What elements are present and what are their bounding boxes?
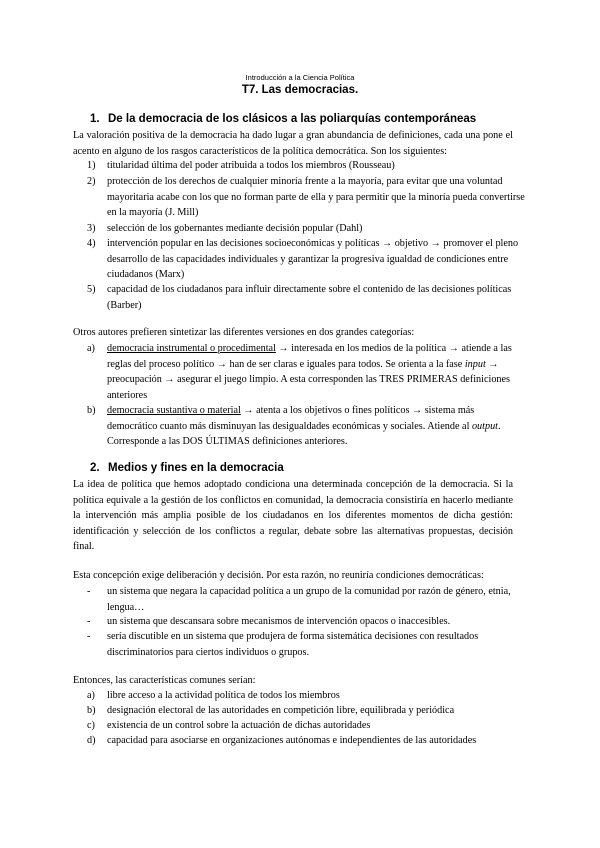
- category-text: democracia instrumental o procedimental → interesada en los medios de la política → atiende a las reglas del proceso político → han de ser claras e iguales para todos. Se orienta a la fase input → preocupación → asegurar el juego limpio. A esta corresponden las TRES PRIMERAS definiciones anteriores: [107, 343, 512, 401]
- bullet-text: un sistema que negara la capacidad política a un grupo de la comunidad por razón de género, etnia, lengua…: [107, 586, 511, 613]
- list-marker: a): [87, 690, 95, 701]
- section-number: 2.: [90, 462, 100, 474]
- list-marker: b): [87, 705, 96, 716]
- section-2-intro: La idea de política que hemos adoptado condiciona una determinada concepción de la democracia. Si la política equivale a la gestión de los conflictos en comunidad, la democracia consistiría en hacerlo mediante la intervención más amplia posible de los ciudadanos en los diferentes momentos de dicha gestión: identificación y selección de los conflictos a regular, debate sobre las alternativas propuestas, decisión final.: [73, 479, 513, 553]
- list-marker: d): [87, 735, 96, 746]
- features-intro: Entonces, las características comunes serían:: [73, 675, 256, 686]
- list-marker: 5): [87, 284, 96, 295]
- section-2-heading: [90, 462, 284, 474]
- category-item: [87, 341, 527, 403]
- bullet-item: [87, 629, 527, 660]
- list-item: [87, 221, 527, 237]
- feature-item: [87, 688, 527, 704]
- list-marker: 3): [87, 223, 96, 234]
- section-1-intro: La valoración positiva de la democracia ha dado lugar a gran abundancia de definiciones, cada una pone el acento en alguno de los rasgos característicos de la política democrática. Son los siguientes:: [73, 130, 513, 157]
- bullet-item: [87, 614, 527, 630]
- feature-item: [87, 718, 527, 734]
- list-text: protección de los derechos de cualquier minoría frente a la mayoría, para evitar que una voluntad mayoritaria acabe con los que no forman parte de ella y para permitir que la minoría pueda convertirse en la mayoría (J. Mill): [107, 176, 525, 219]
- category-term: democracia instrumental o procedimental: [107, 343, 276, 354]
- concept-intro: Esta concepción exige deliberación y decisión. Por esta razón, no reuniría condiciones democráticas:: [73, 570, 484, 581]
- list-item: [87, 236, 527, 283]
- section-number: 1.: [90, 113, 100, 125]
- bullet-item: [87, 584, 527, 615]
- section-title: De la democracia de los clásicos a las poliarquías contemporáneas: [108, 113, 477, 125]
- list-text: titularidad última del poder atribuida a todos los miembros (Rousseau): [107, 160, 395, 171]
- feature-text: designación electoral de las autoridades en competición libre, equilibrada y periódica: [107, 705, 455, 716]
- list-item: [87, 158, 527, 174]
- list-marker: 1): [87, 160, 96, 171]
- page-title: T7. Las democracias.: [241, 84, 359, 96]
- feature-text: capacidad para asociarse en organizaciones autónomas e independientes de las autoridades: [107, 735, 477, 746]
- list-marker: a): [87, 343, 95, 354]
- section-1-heading: [90, 113, 476, 125]
- category-text: democracia sustantiva o material → atenta a los objetivos o fines políticos → sistema más democrático cuanto más disminuyan las desigualdades económicas y sociales. Atiende al output. Corresponde a las DOS ÚLTIMAS definiciones anteriores.: [107, 405, 501, 448]
- bullet-marker: -: [87, 616, 91, 627]
- bullet-text: sería discutible en un sistema que produjera de forma sistemática decisiones con resultados discriminatorios para ciertos individuos o grupos.: [107, 631, 479, 658]
- list-marker: 2): [87, 176, 96, 187]
- feature-text: existencia de un control sobre la actuación de dichas autoridades: [107, 720, 371, 731]
- category-term: democracia sustantiva o material: [107, 405, 241, 416]
- list-marker: b): [87, 405, 96, 416]
- list-text: intervención popular en las decisiones socioeconómicas y políticas → objetivo → promover el pleno desarrollo de las capacidades individuales y garantizar la progresiva igualdad de condiciones entre ciudadanos (Marx): [107, 238, 519, 281]
- bullet-text: un sistema que descansara sobre mecanismos de intervención opacos o inaccesibles.: [107, 616, 451, 627]
- list-item: [87, 282, 527, 313]
- section-title: Medios y fines en la democracia: [108, 462, 284, 474]
- category-item: [87, 403, 527, 450]
- list-text: selección de los gobernantes mediante decisión popular (Dahl): [107, 223, 363, 234]
- bullet-marker: -: [87, 631, 91, 642]
- feature-text: libre acceso a la actividad política de todos los miembros: [107, 690, 340, 701]
- feature-item: [87, 703, 527, 719]
- list-text: capacidad de los ciudadanos para influir directamente sobre el contenido de las decisiones políticas (Barber): [107, 284, 512, 311]
- feature-item: [87, 733, 527, 749]
- list-item: [87, 174, 527, 221]
- list-marker: 4): [87, 238, 96, 249]
- categories-intro: Otros autores prefieren sintetizar las diferentes versiones en dos grandes categorías:: [73, 327, 415, 338]
- bullet-marker: -: [87, 586, 91, 597]
- list-marker: c): [87, 720, 95, 731]
- course-name: Introducción a la Ciencia Política: [245, 73, 355, 82]
